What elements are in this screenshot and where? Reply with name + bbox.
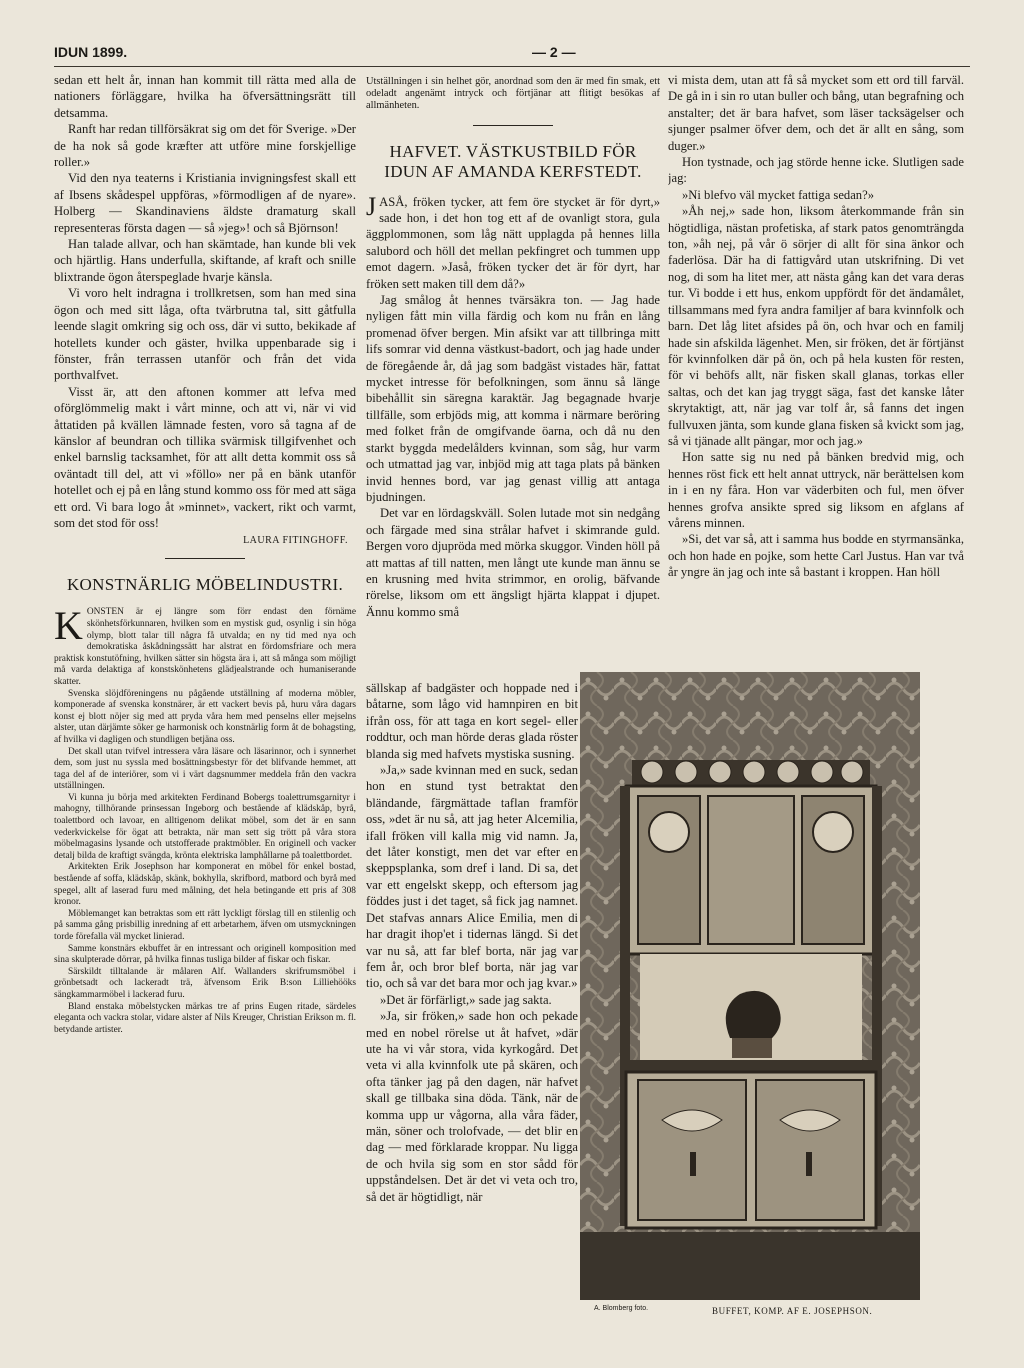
- drop-cap: K: [54, 603, 83, 649]
- paragraph: Det skall utan tvifvel intressera våra läsare och läsarinnor, och i synnerhet dem, som just nu syssla med bosättningsbestyr för det blifvande hemmet, att taga del af de interiörer, som vi i värt dagsnummer meddela från den vackra utställningen.: [54, 746, 356, 792]
- buffet-photograph: [580, 672, 920, 1300]
- paragraph: »Ja, sir fröken,» sade hon och pekade med en nobel rörelse ut åt hafvet, »där ute ha vi vår stora, vida kyrkogård. Det veta vi alla kvinnfolk ute på skären, och ofta tänker jag på den dagen, när hafvet skall ge tillbaka sina döda. Tänk, när de komma upp ur vågorna, alla våra fäder, män, söner och trolofvade, — det blir en dag — med förklarade kroppar. Nu ligga de och hvila sig som en stor sådd för uppståndelsen. Det är det vi veta och tro, så det är högtidligt, när: [366, 1009, 578, 1204]
- page-number: — 2 —: [532, 44, 576, 60]
- paragraph: Visst är, att den aftonen kommer att lefva med oförglömmelig makt i vårt minne, och att vi, när vi vid åttatiden på kvällen lämnade festen, voro så tagna af de känslor af beundran och tillika svärmisk tillgifvenhet och enkel barnslig tacksamhet, för att allt detta kommit oss så oväntadt till del, att vi »föllo» ner på en bänk utanför hotellet och ej på en lång stund kommo oss för med att säga ett ord. Vi bara logo åt »minnet», vackert, rikt och varmt, som det stod för oss!: [54, 384, 356, 530]
- paragraph: Möblemanget kan betraktas som ett rätt lyckligt förslag till en stilenlig och på samma gång prisbillig inredning af ett arbetarhem, äfven om utsmyckningen torde förefalla väl mycket linierad.: [54, 908, 356, 942]
- paragraph: Det var en lördagskväll. Solen lutade mot sin nedgång och färgade med sina strålar hafvet i skimrande guld. Bergen voro djupröda med mörka skuggor. Vinden höll på att mattas af till natten, men långt ute kunde man ännu se en krusning med hvita strimmor, en orolig, bäfvande rörelse, liksom om ett ängsligt hjärta klappat i djupet. Ännu kommo små: [366, 506, 660, 619]
- paragraph: »Det är förfärligt,» sade jag sakta.: [380, 992, 552, 1007]
- paragraph: Vi kunna ju börja med arkitekten Ferdinand Bobergs toalettrumsgarnityr i mahogny, tillhörande prinsessan Ingeborg och bestående af klädskåp, byrå, toalettbord och lavoar, en alltigenom delikat möbel, som det är en sann vederkvickelse för ögat att betrakta, när man sett sig trött på våra stora möbelmagasins lysande och utstofferade praktmöbler. En originell och vacker detalj bilda de kraftigt svängda, krönta elektriska lamphållarne på toalettbordet.: [54, 792, 356, 861]
- publication-title: IDUN 1899.: [54, 44, 128, 60]
- paragraph: JASÅ, fröken tycker, att fem öre stycket är för dyrt,» sade hon, i det hon tog ett af de ovanligt stora, gula äggplommonen, som låg nätt upplagda på hennes lilla salubord och höll det mellan pekfingret och tummen upp emot dagern. »Jaså, fröken tycker det är för dyrt, har fröken sett maken till dem då?»: [366, 191, 660, 291]
- paragraph: KONSTEN är ej längre som förr endast den förnäme skönhetsförkunnaren, hvilken som en mystisk gud, osynlig i sin höga olymp, blott talar till några få utvalda; en ny tid med nya och demokratiska åskådningssätt har alstrat en fördomsfriare och mera praktisk konstutöfning, hvilken sätter sin högsta ära i, att så många som möjligt må varda delaktiga af konstskönhetens glädjealstrande och humaniserande skatter.: [54, 603, 356, 687]
- paragraph: Särskildt tilltalande är målaren Alf. Wallanders skrifrumsmöbel i grönbetsadt och lackeradt trä, äfvensom Erik B:son Lilliehööks sängkammarmöbel i lackerad furu.: [54, 966, 356, 1000]
- paragraph: Jag smålog åt hennes tvärsäkra ton. — Jag hade nyligen fått min villa färdig och kom nu från en lång promenad öfver bergen. Min afsikt var att tillbringa mitt lifs somrar vid denna västkust-badort, och jag hade under de föregående år, då jag som badgäst vistades här, fattat mycket intresse för befolkningen, som ännu så länge bibehållit sin säregna karaktär. Jag begagnade hvarje tillfälle, som erbjöds mig, att komma i närmare beröring med folket från de omgifvande öarna, och då nu den starkt byggda medelålders kvinnan, som såg, hur varm och utmattad jag var, inbjöd mig att taga plats på bänken invid hennes bord, var jag genast villig att antaga bjudningen.: [366, 293, 660, 504]
- paragraph: »Ni blefvo väl mycket fattiga sedan?»: [682, 187, 874, 202]
- section-divider: [473, 125, 553, 126]
- column-1: [54, 72, 356, 1272]
- paragraph: »Si, det var så, att i samma hus bodde en styrmansänka, och hon hade en pojke, som hette Carl Justus. Han var två år yngre än jag och inte så bastant i kroppen. Han höll: [668, 532, 964, 580]
- section-divider: [165, 558, 245, 559]
- exhibition-note: Utställningen i sin helhet gör, anordnad som den är med fin smak, ett odeladt angenämt intryck och förtjänar att flitigt besökas af allmänheten.: [366, 76, 660, 112]
- drop-cap: J: [366, 191, 377, 221]
- paragraph: »Åh nej,» sade hon, liksom återkommande från sin högtidliga, nästan profetiska, af stark patos genomträngda ton, »åh nej, på vår ö sörjer di allt för sina änkor och faderlösa. Där ha di fattigvård utan utskrifning. Di vet nog, di som ha litet mer, att nästa gång kan det vara deras tur. Vi bodde i ett hus, enkom uppfördt för det ändamålet, tillsammans med fyra andra familjer af bara kvinnfolk och barn. Det låg litet afsides på ön, och hvar och en familj hade sin afskilda lägenhet. Men, sir fröken, det är förtjänst för kvinnfolken där på ön, och på hela kusten för resten, för vi behöfs allt, när fisken skall glanas, torkas eller saltas, och det kan jag tryggt säga, fast det kanske låter skrytaktigt, att, när jag var tolf år, så fanns det ingen fullvuxen jänta, som kunde glana fisken så kvickt som jag, så vi tjänade allt pängar, mor och jag.»: [668, 204, 964, 448]
- section-title: KONSTNÄRLIG MÖBELINDUSTRI.: [66, 575, 343, 595]
- paragraph: Ranft har redan tillförsäkrat sig om det för Sverige. »Der de ha nok så gode kræfter att utföre mine forskjellige roller.»: [54, 122, 356, 170]
- paragraph: Han talade allvar, och han skämtade, han kunde bli vek och hjärtlig. Hans underfulla, skiftande, af kraft och snille blixtrande ögon återspeglade hvarje känsla.: [54, 237, 356, 284]
- paragraph: Arkitekten Erik Josephson har komponerat en möbel för enkel bostad, bestående af soffa, klädskåp, skänk, bokhylla, skrifbord, matbord och byrå med spegel, allt af laserad furu med målning, det hela betingande ett pris af 308 kronor.: [54, 862, 356, 908]
- story-title: HAFVET. VÄSTKUSTBILD FÖR IDUN AF AMANDA KERFSTEDT.: [384, 141, 642, 181]
- paragraph: Svenska slöjdföreningens nu pågående utställning af moderna möbler, komponerade af svenska konstnärer, är ett vackert bevis på, huru våra dagars konst ej blott nöjer sig med att pryda våra hem med penselns eller mejselns alster, utan därjämte söker ge harmonisk och konstnärlig form åt de bohagsting, af hvilka vi dagligen och stundligen betjäna oss.: [54, 688, 356, 745]
- photo-caption: BUFFET, KOMP. AF E. JOSEPHSON.: [712, 1306, 873, 1316]
- paragraph: Vid den nya teaterns i Kristiania invigningsfest skall ett af Ibsens skådespel uppföras, »förmodligen af de nyare». Holberg — Skandinaviens äldste dramaturg skall representeras första dagen — så »jeg»! och så Björnson!: [54, 171, 356, 235]
- author-signature: LAURA FITINGHOFF.: [243, 535, 348, 547]
- column-2-continued: [366, 680, 578, 1320]
- paragraph: Hon tystnade, och jag störde henne icke. Slutligen sade jag:: [668, 155, 964, 186]
- column-3: [668, 72, 964, 682]
- buffet-illustration: [580, 672, 920, 1300]
- paragraph: sällskap af badgäster och hoppade ned i båtarne, som lågo vid hamnpiren en bit ifrån oss, för att taga en kort segel- eller roddtur, och man hörde deras glada röster blanda sig med hafvets mystiska susning.: [366, 681, 578, 761]
- paragraph: »Ja,» sade kvinnan med en suck, sedan hon en stund tyst betraktat den bländande, färgmättade taflan framför oss, »det är nu så, att jag heter Alcemilia, ifall fröken vill kalla mig vid namn. Ja, det låter konstigt, men det var efter en skeppsplanka, som dref i land. Di sa, det var ett engelskt skepp, och eftersom jag föddes just i det taget, så fick jag namnet. Det stafvas annars Alice Emilia, men di har dragit ihop'et i tidernas längd. Si det var nu så, att far blef borta, när jag var fem år, och bror blef borta, när jag var tio, och så var det bara mor och jag kvar.»: [366, 763, 578, 991]
- photo-credit: A. Blomberg foto.: [594, 1305, 649, 1312]
- column-2: [366, 72, 660, 682]
- paragraph: Hon satte sig nu ned på bänken bredvid mig, och hennes röst fick ett helt annat uttryck, när berättelsen kom in i en ny fåra. Hon var väderbiten och ful, men öfver hennes grofva ansikte spred sig liksom en afglans af vårens minnen.: [668, 450, 964, 530]
- article-body: [54, 603, 356, 1036]
- paragraph: sedan ett helt år, innan han kommit till rätta med alla de nationers förläggare, hvilka ha öfversättningsrätt till detsamma.: [54, 73, 356, 120]
- paragraph: vi mista dem, utan att få så mycket som ett ord till farväl. De gå in i sin ro utan buller och bång, utan begrafning och anstalter; det är bara hafvet, som läser tacksägelser och sjunger psalmer öfver dem, och det är allt en sång, som duger.»: [668, 73, 964, 153]
- paragraph: Vi voro helt indragna i trollkretsen, som han med sina ögon och med sitt låga, ofta tvärbrutna tal, sitt gåtfulla leende slagit omkring sig och oss, där vi sutto, bekikade af hotellets kunder och gäster, hvilka uppenbarade sig i fönster, från terrassen utanför och från det vida porthvalfvet.: [54, 286, 356, 383]
- header-rule: [54, 66, 970, 67]
- running-header: [54, 44, 970, 66]
- paragraph: Samme konstnärs ekbuffet är en intressant och originell komposition med sina skulpterade dörrar, på hvilka finnas tusliga bilder af fiskar och fiskar.: [54, 943, 356, 966]
- paragraph: Bland enstaka möbelstycken märkas tre af prins Eugen ritade, särdeles eleganta och vackra stolar, vidare alster af Nils Kreuger, Christian Erikson m. fl. betydande artister.: [54, 1001, 356, 1035]
